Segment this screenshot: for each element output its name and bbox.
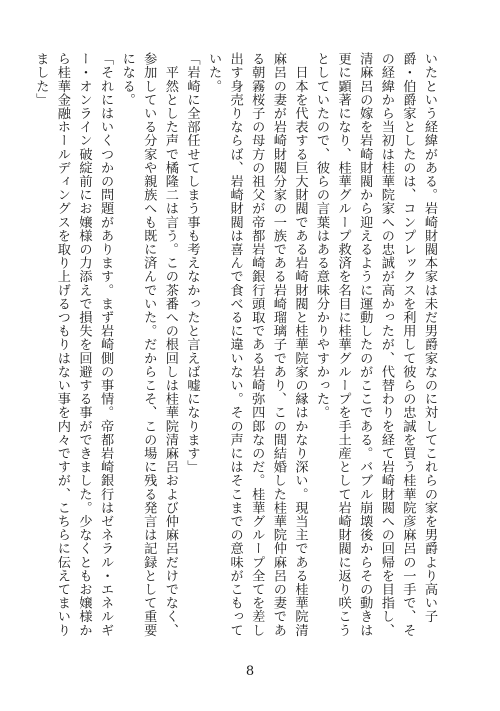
vertical-text-block <box>33 52 440 648</box>
paragraph-3: 「岩崎に全部任せてしまう事も考えなかったと言えば嘘になります」 <box>184 52 200 474</box>
page-number: 8 <box>245 664 255 679</box>
paragraph-5: 「それにはいくつかの問題があります。まず岩崎側の事情。帝都岩崎銀行はゼネラル・エネルギー・オンライン破綻前にお嬢様の力添えで損失を回避する事ができました。少なくともお嬢様から桂華金融ホールディングスを取り上げるつもりはない事を内々ですが、こちらに伝えてまいりました」 <box>33 52 114 637</box>
paragraph-1: いたという経緯がある。岩崎財閥本家は未だ男爵家なのに対してこれらの家を男爵より高い子爵・伯爵家としたのは、コンプレックスを利用して彼らの忠誠を買う桂華院彦麻呂の一手で、その経緯から当初は桂華院家への忠誠が高かったが、代替わりを経て岩崎財閥への回帰を目指し、清麻呂の嫁を岩崎財閥から迎えるように運動したのがここである。バブル崩壊後からその動きは更に顕著になり、桂華グループ救済を名目に桂華グループを手土産として岩崎財閥に返り咲こうとしていたので、彼らの言葉はある意味分かりやすかった。 <box>314 52 437 637</box>
paragraph-2: 日本を代表する巨大財閥である岩崎財閥と桂華院家の縁はかなり深い。現当主である桂華院清麻呂の妻が岩崎財閥分家の一族である岩崎瑠璃子であり、この間結婚した桂華院仲麻呂の妻である朝霧桜子の母方の祖父が帝都岩崎銀行頭取である岩崎弥四郎なのだ。桂華グループ全てを差し出す身売りならば、岩崎財閥は喜んで食べるに違いない。その声にはそこまでの意味がこもっていた。 <box>206 52 308 637</box>
paragraph-4: 平然とした声で橘隆二は言う。この茶番への根回しは桂華院清麻呂および仲麻呂だけでなく、参加している分家や親族へも既に済んでいた。だからこそ、この場に残る発言は記録として重要になる。 <box>119 52 178 637</box>
